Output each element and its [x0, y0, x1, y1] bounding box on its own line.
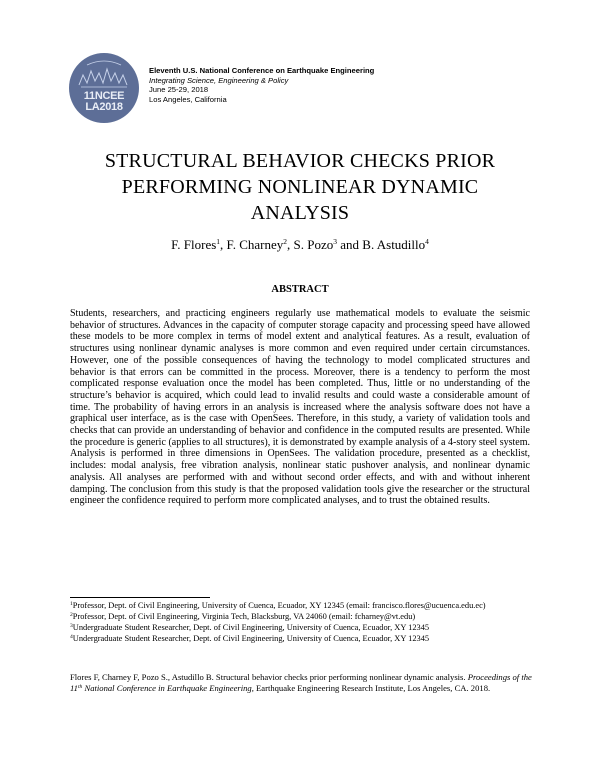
footnote-mark: 3: [70, 622, 73, 629]
conference-title: Eleventh U.S. National Conference on Earthquake Engineering: [149, 66, 375, 75]
citation-ordinal: th: [77, 683, 83, 690]
footnote-text: Undergraduate Student Researcher, Dept. of Civil Engineering, University of Cuenca, Ecuador, XY 12345: [72, 622, 430, 632]
title-line: STRUCTURAL BEHAVIOR CHECKS PRIOR: [104, 150, 496, 172]
footnote-mark: 2: [70, 611, 73, 618]
paper-title: [40, 148, 560, 226]
author-name: F. Flores: [171, 237, 217, 252]
citation-text: Flores F, Charney F, Pozo S., Astudillo B. Structural behavior checks prior performing nonlinear dynamic analysis.: [70, 672, 466, 682]
abstract-heading: ABSTRACT: [271, 284, 329, 295]
author-separator: and: [337, 237, 363, 252]
footnote-mark: 1: [70, 601, 73, 607]
citation-proceedings-prefix: Proceedings of the 11: [70, 672, 532, 693]
conference-logo: [69, 53, 139, 123]
footnote: [70, 601, 540, 612]
abstract-body: Students, researchers, and practicing engineers regularly use mathematical models to evaluate the seismic behavior of structures. Advances in the capacity of computer storage capacity and processing speed have allowed these models to be more complex in terms of model extent and analytical features. As a result, evaluation of structures using nonlinear dynamic analyses is more common and even required under certain circumstances. However, one of the possible consequences of having the technology to model complicated structures and behavior is that errors can be committed in the process. Moreover, there is a tendency to perform the most complicated response evaluation once the model has been completed. Thus, little or no understanding of the structure’s behavior is acquired, which could lead to invalid results and could waste a considerable amount of time. The probability of having errors in an analysis is increased where the analysis software does not have a graphical user interface, as is the case with OpenSees. Therefore, in this study, a variety of validation tools and checks that can provide an understanding of behavior and confidence in the computed results are presented. While the procedure is generic (applies to all structures), it is demonstrated by example analysis of a 4-story steel system. Analysis is performed in three dimensions in OpenSees. The validation procedure, presented as a checklist, includes: modal analysis, free vibration analysis, nonlinear static pushover analysis, and nonlinear dynamic analysis. All analyses are performed with and without second order effects, and with and without inherent damping. The conclusion from this study is that the proposed validation tools give the researcher or the structural engineer the confidence required to perform more complicated analyses, and to trust the obtained results.: [70, 308, 530, 507]
author-affiliation-mark: 2: [283, 237, 288, 246]
author-affiliation-mark: 1: [216, 237, 221, 246]
footnote: [70, 612, 540, 623]
conference-dates: June 25-29, 2018: [149, 85, 209, 95]
conference-location: Los Angeles, California: [149, 94, 227, 104]
author-affiliation-mark: 4: [425, 237, 429, 246]
author-separator: ,: [220, 237, 227, 252]
footnote-mark: 4: [70, 633, 73, 640]
author-name: F. Charney: [226, 237, 284, 252]
logo-text-top: 11NCEE: [83, 90, 125, 102]
footnote: [70, 623, 540, 634]
logo-text-bottom: LA2018: [85, 101, 123, 113]
footnote: [70, 634, 540, 645]
conference-info: [149, 66, 374, 104]
footnotes: [70, 601, 540, 645]
footnote-text: Professor, Dept. of Civil Engineering, Virginia Tech, Blacksburg, VA 24060 (email: fcharney@vt.edu): [72, 611, 416, 621]
conference-subtitle: Integrating Science, Engineering & Policy: [149, 75, 289, 85]
author-affiliation-mark: 3: [333, 237, 338, 246]
footnote-text: Undergraduate Student Researcher, Dept. of Civil Engineering, University of Cuenca, Ecuador, XY 12345: [72, 633, 430, 643]
author-name: B. Astudillo: [362, 237, 426, 252]
citation-proceedings-suffix: National Conference in Earthquake Engineering: [82, 682, 252, 693]
footnote-text: Professor, Dept. of Civil Engineering, University of Cuenca, Ecuador, XY 12345 (email: francisco.flores@ucuenca.edu.ec): [72, 601, 486, 610]
author-name: S. Pozo: [293, 237, 334, 252]
footnote-divider: [70, 597, 210, 598]
citation: [70, 672, 540, 694]
author-list: [40, 237, 560, 253]
author-separator: ,: [287, 237, 294, 252]
title-line: PERFORMING NONLINEAR DYNAMIC: [121, 176, 479, 198]
title-line: ANALYSIS: [250, 202, 350, 224]
citation-rest: , Earthquake Engineering Research Institute, Los Angeles, CA. 2018.: [251, 682, 491, 693]
